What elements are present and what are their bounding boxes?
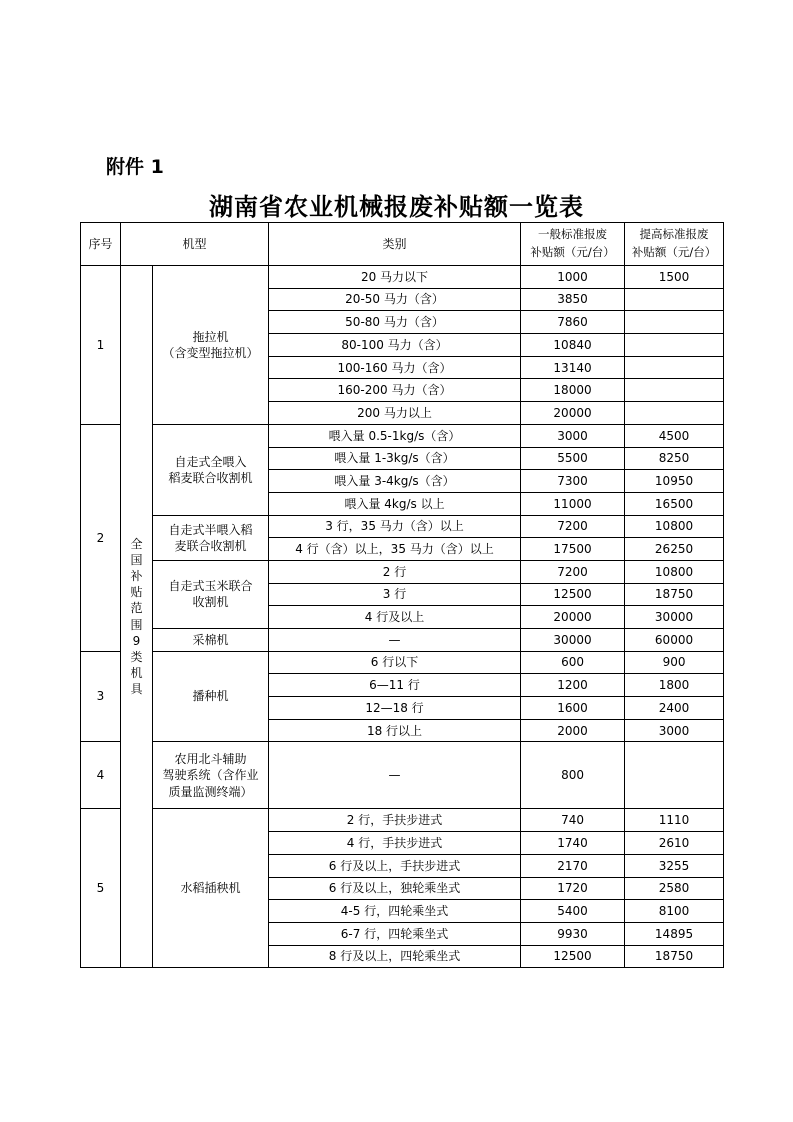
header-standard: [521, 223, 625, 266]
machine-type-cell: [153, 515, 269, 560]
enhanced-subsidy-cell: 10950: [625, 470, 724, 493]
table-row: [81, 742, 724, 809]
enhanced-subsidy-cell: 26250: [625, 538, 724, 561]
enhanced-subsidy-cell: 900: [625, 651, 724, 674]
scope-char: 国: [130, 552, 143, 567]
category-cell: 6 行及以上，手扶步进式: [269, 854, 521, 877]
standard-subsidy-cell: 600: [521, 651, 625, 674]
enhanced-subsidy-cell: 18750: [625, 583, 724, 606]
category-cell: 6-7 行，四轮乘坐式: [269, 922, 521, 945]
scope-char: 全: [130, 536, 143, 551]
category-cell: 6 行及以上，独轮乘坐式: [269, 877, 521, 900]
seq-cell: 5: [81, 809, 121, 968]
enhanced-subsidy-cell: 60000: [625, 629, 724, 652]
table-row: [81, 266, 724, 289]
enhanced-subsidy-cell: [625, 288, 724, 311]
category-cell: 3 行，35 马力（含）以上: [269, 515, 521, 538]
machine-type-cell: [153, 266, 269, 425]
machine-type-line: 自走式玉米联合: [168, 579, 253, 594]
enhanced-subsidy-cell: 4500: [625, 424, 724, 447]
machine-type-line: 麦联合收割机: [174, 538, 247, 553]
header-enhanced-line2: 补贴额（元/台）: [631, 245, 717, 259]
enhanced-subsidy-cell: 10800: [625, 560, 724, 583]
category-cell: 4-5 行，四轮乘坐式: [269, 900, 521, 923]
enhanced-subsidy-cell: 18750: [625, 945, 724, 968]
category-cell: 80-100 马力（含）: [269, 334, 521, 357]
enhanced-subsidy-cell: 2610: [625, 832, 724, 855]
category-cell: 20 马力以下: [269, 266, 521, 289]
header-seq: 序号: [81, 223, 121, 266]
enhanced-subsidy-cell: 2580: [625, 877, 724, 900]
scope-char: 具: [130, 682, 143, 697]
enhanced-subsidy-cell: [625, 334, 724, 357]
enhanced-subsidy-cell: [625, 402, 724, 425]
header-enhanced-line1: 提高标准报废: [639, 227, 709, 242]
category-cell: 6 行以下: [269, 651, 521, 674]
table-row: [81, 629, 724, 652]
standard-subsidy-cell: 13140: [521, 356, 625, 379]
standard-subsidy-cell: 1740: [521, 832, 625, 855]
scope-char: 围: [130, 617, 143, 632]
category-cell: 6—11 行: [269, 674, 521, 697]
seq-cell: 4: [81, 742, 121, 809]
standard-subsidy-cell: 18000: [521, 379, 625, 402]
enhanced-subsidy-cell: 16500: [625, 492, 724, 515]
category-cell: 喂入量 3-4kg/s（含）: [269, 470, 521, 493]
subsidy-table: [80, 222, 724, 968]
category-cell: 20-50 马力（含）: [269, 288, 521, 311]
scope-char: 补: [130, 569, 143, 584]
category-cell: —: [269, 629, 521, 652]
category-cell: 12—18 行: [269, 697, 521, 720]
category-cell: 100-160 马力（含）: [269, 356, 521, 379]
standard-subsidy-cell: 1000: [521, 266, 625, 289]
category-cell: 4 行，手扶步进式: [269, 832, 521, 855]
standard-subsidy-cell: 5500: [521, 447, 625, 470]
machine-type-cell: [153, 424, 269, 515]
standard-subsidy-cell: 1600: [521, 697, 625, 720]
standard-subsidy-cell: 1720: [521, 877, 625, 900]
enhanced-subsidy-cell: 1500: [625, 266, 724, 289]
standard-subsidy-cell: 7300: [521, 470, 625, 493]
machine-type-cell: [153, 742, 269, 809]
seq-cell: 1: [81, 266, 121, 425]
header-standard-line2: 补贴额（元/台）: [530, 245, 615, 259]
standard-subsidy-cell: 2170: [521, 854, 625, 877]
scope-char: 范: [130, 601, 143, 616]
scope-char: 类: [130, 650, 143, 664]
table-row: [81, 809, 724, 832]
table-row: [81, 515, 724, 538]
standard-subsidy-cell: 11000: [521, 492, 625, 515]
machine-type-cell: [153, 560, 269, 628]
scope-cell: [121, 266, 153, 968]
machine-type-line: 播种机: [192, 689, 229, 704]
machine-type-line: 自走式全喂入: [174, 454, 247, 469]
machine-type-cell: [153, 629, 269, 652]
category-cell: 喂入量 0.5-1kg/s（含）: [269, 424, 521, 447]
enhanced-subsidy-cell: 8250: [625, 447, 724, 470]
category-cell: 喂入量 1-3kg/s（含）: [269, 447, 521, 470]
machine-type-line: 自走式半喂入稻: [168, 522, 253, 537]
standard-subsidy-cell: 12500: [521, 583, 625, 606]
machine-type-cell: [153, 809, 269, 968]
standard-subsidy-cell: 3850: [521, 288, 625, 311]
scope-char: 9: [132, 633, 141, 648]
standard-subsidy-cell: 10840: [521, 334, 625, 357]
category-cell: 2 行: [269, 560, 521, 583]
category-cell: 4 行及以上: [269, 606, 521, 629]
enhanced-subsidy-cell: 1800: [625, 674, 724, 697]
standard-subsidy-cell: 20000: [521, 402, 625, 425]
standard-subsidy-cell: 2000: [521, 719, 625, 742]
header-standard-line1: 一般标准报废: [538, 227, 608, 242]
enhanced-subsidy-cell: 8100: [625, 900, 724, 923]
standard-subsidy-cell: 7200: [521, 560, 625, 583]
standard-subsidy-cell: 20000: [521, 606, 625, 629]
machine-type-line: 水稻插秧机: [180, 881, 241, 896]
category-cell: 18 行以上: [269, 719, 521, 742]
standard-subsidy-cell: 800: [521, 742, 625, 809]
enhanced-subsidy-cell: 3000: [625, 719, 724, 742]
standard-subsidy-cell: 30000: [521, 629, 625, 652]
machine-type-line: 驾驶系统（含作业: [162, 768, 259, 783]
standard-subsidy-cell: 1200: [521, 674, 625, 697]
category-cell: 8 行及以上，四轮乘坐式: [269, 945, 521, 968]
enhanced-subsidy-cell: 1110: [625, 809, 724, 832]
machine-type-line: 拖拉机: [192, 329, 229, 344]
enhanced-subsidy-cell: [625, 379, 724, 402]
scope-char: 贴: [130, 585, 143, 600]
standard-subsidy-cell: 7200: [521, 515, 625, 538]
standard-subsidy-cell: 12500: [521, 945, 625, 968]
seq-cell: 2: [81, 424, 121, 651]
category-cell: 3 行: [269, 583, 521, 606]
table-body: [81, 266, 724, 968]
document-title: 湖南省农业机械报废补贴额一览表: [209, 192, 584, 221]
header-row: [81, 223, 724, 266]
enhanced-subsidy-cell: 10800: [625, 515, 724, 538]
category-cell: 2 行，手扶步进式: [269, 809, 521, 832]
machine-type-line: 收割机: [192, 595, 229, 610]
enhanced-subsidy-cell: [625, 356, 724, 379]
table-row: [81, 424, 724, 447]
machine-type-cell: [153, 651, 269, 742]
enhanced-subsidy-cell: [625, 742, 724, 809]
machine-type-line: 采棉机: [192, 632, 229, 647]
enhanced-subsidy-cell: 3255: [625, 854, 724, 877]
enhanced-subsidy-cell: 2400: [625, 697, 724, 720]
machine-type-line: 稻麦联合收割机: [168, 470, 253, 485]
standard-subsidy-cell: 9930: [521, 922, 625, 945]
seq-cell: 3: [81, 651, 121, 742]
enhanced-subsidy-cell: 30000: [625, 606, 724, 629]
scope-char: 机: [130, 666, 143, 681]
standard-subsidy-cell: 17500: [521, 538, 625, 561]
category-cell: 50-80 马力（含）: [269, 311, 521, 334]
standard-subsidy-cell: 740: [521, 809, 625, 832]
enhanced-subsidy-cell: [625, 311, 724, 334]
header-category: 类别: [269, 223, 521, 266]
header-enhanced: [625, 223, 724, 266]
standard-subsidy-cell: 5400: [521, 900, 625, 923]
machine-type-line: （含变型拖拉机）: [162, 345, 259, 360]
enhanced-subsidy-cell: 14895: [625, 922, 724, 945]
category-cell: —: [269, 742, 521, 809]
machine-type-line: 农用北斗辅助: [174, 752, 247, 767]
category-cell: 160-200 马力（含）: [269, 379, 521, 402]
category-cell: 喂入量 4kg/s 以上: [269, 492, 521, 515]
standard-subsidy-cell: 7860: [521, 311, 625, 334]
table-row: [81, 560, 724, 583]
standard-subsidy-cell: 3000: [521, 424, 625, 447]
category-cell: 4 行（含）以上，35 马力（含）以上: [269, 538, 521, 561]
table-row: [81, 651, 724, 674]
machine-type-line: 质量监测终端）: [168, 784, 253, 799]
category-cell: 200 马力以上: [269, 402, 521, 425]
header-model: 机型: [121, 223, 269, 266]
attachment-label: 附件 1: [106, 156, 164, 178]
